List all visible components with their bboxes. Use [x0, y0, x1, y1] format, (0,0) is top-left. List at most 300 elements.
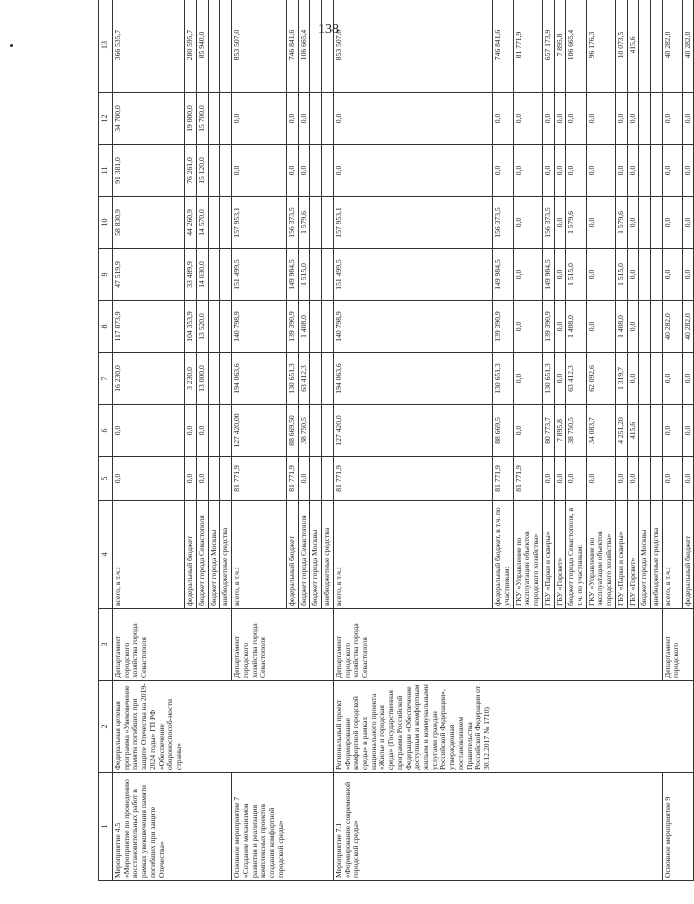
amount-cell: 0,0	[682, 353, 694, 405]
funding-source-cell: всего, в т.ч.:	[113, 501, 185, 609]
amount-cell: 853 507,0	[333, 0, 492, 93]
amount-cell	[310, 197, 322, 249]
executor-cell	[220, 609, 232, 681]
program-cell	[682, 681, 694, 773]
table-row	[322, 0, 334, 881]
amount-cell: 40 282,0	[682, 0, 694, 93]
amount-cell: 0,0	[513, 145, 542, 197]
amount-cell: 151 499,5	[333, 249, 492, 301]
column-number-header: 6	[99, 405, 113, 457]
activity-cell: Основное мероприятие 9	[662, 773, 682, 881]
amount-cell: 81 771,9	[333, 457, 492, 501]
program-cell	[286, 681, 298, 773]
executor-cell	[298, 609, 310, 681]
activity-cell: Основное мероприятие 7 «Создание механизмов развития и реализация комплексных проектов создания комфортной городской среды»	[232, 773, 287, 881]
amount-cell: 13 520,0	[196, 301, 208, 353]
amount-cell: 0,0	[542, 457, 554, 501]
amount-cell	[322, 93, 334, 145]
table-row	[196, 0, 208, 881]
amount-cell: 38 750,5	[298, 405, 310, 457]
executor-cell	[542, 609, 554, 681]
amount-cell: 130 651,3	[493, 353, 513, 405]
amount-cell	[322, 145, 334, 197]
amount-cell: 0,0	[554, 93, 566, 145]
amount-cell: 0,0	[682, 405, 694, 457]
amount-cell: 14 030,0	[196, 249, 208, 301]
amount-cell: 1 408,0	[566, 301, 586, 353]
amount-cell	[322, 457, 334, 501]
amount-cell	[220, 353, 232, 405]
amount-cell: 96 176,3	[586, 0, 615, 93]
amount-cell: 81 771,9	[286, 457, 298, 501]
amount-cell: 104 353,9	[185, 301, 197, 353]
amount-cell	[220, 197, 232, 249]
amount-cell	[651, 0, 663, 93]
amount-cell	[639, 145, 651, 197]
amount-cell: 0,0	[662, 197, 682, 249]
amount-cell: 0,0	[196, 405, 208, 457]
amount-cell: 1 408,0	[615, 301, 627, 353]
amount-cell: 0,0	[298, 145, 310, 197]
activity-cell	[554, 773, 566, 881]
amount-cell: 117 873,9	[113, 301, 185, 353]
amount-cell: 1 579,6	[566, 197, 586, 249]
amount-cell	[310, 249, 322, 301]
column-number-header: 2	[99, 681, 113, 773]
amount-cell: 58 830,9	[113, 197, 185, 249]
amount-cell	[651, 249, 663, 301]
amount-cell: 47 519,9	[113, 249, 185, 301]
amount-cell	[220, 93, 232, 145]
amount-cell: 0,0	[554, 145, 566, 197]
funding-source-cell: внебюджетные средства	[651, 501, 663, 609]
amount-cell: 3 230,0	[185, 353, 197, 405]
funding-source-cell: всего, в т.ч.:	[232, 501, 287, 609]
amount-cell: 0,0	[662, 249, 682, 301]
activity-cell	[542, 773, 554, 881]
table-row	[639, 0, 651, 881]
amount-cell: 127 420,0	[333, 405, 492, 457]
activity-cell	[493, 773, 513, 881]
funding-source-cell: ГБУ «Парки и скверы»	[615, 501, 627, 609]
amount-cell: 40 282,0	[682, 301, 694, 353]
activity-cell	[185, 773, 197, 881]
amount-cell: 0,0	[627, 457, 639, 501]
amount-cell	[651, 93, 663, 145]
column-number-header: 10	[99, 197, 113, 249]
amount-cell: 0,0	[513, 249, 542, 301]
activity-cell: Мероприятие 4.5 «Мероприятие по проведению восстановительных работ в рамках увековечения памяти погибших при защите Отечества»	[113, 773, 185, 881]
amount-cell: 657 173,9	[542, 0, 554, 93]
executor-cell: Департамент городского хозяйства города Севастополя	[113, 609, 185, 681]
column-number-header: 12	[99, 93, 113, 145]
program-cell	[298, 681, 310, 773]
amount-cell: 0,0	[566, 93, 586, 145]
activity-cell	[639, 773, 651, 881]
amount-cell: 0,0	[513, 197, 542, 249]
amount-cell	[639, 0, 651, 93]
amount-cell: 0,0	[586, 457, 615, 501]
amount-cell	[310, 0, 322, 93]
program-cell	[566, 681, 586, 773]
activity-cell	[627, 773, 639, 881]
activity-cell	[220, 773, 232, 881]
amount-cell: 106 665,4	[298, 0, 310, 93]
column-number-header: 4	[99, 501, 113, 609]
amount-cell: 0,0	[662, 405, 682, 457]
executor-cell: Департамент городского хозяйства города Севастополя	[232, 609, 287, 681]
amount-cell: 0,0	[627, 301, 639, 353]
funding-source-cell: ГБУ «Парки и скверы»	[542, 501, 554, 609]
amount-cell: 0,0	[554, 301, 566, 353]
column-number-header: 11	[99, 145, 113, 197]
funding-source-cell: бюджет города Севастополя	[196, 501, 208, 609]
program-cell	[651, 681, 663, 773]
amount-cell: 106 665,4	[566, 0, 586, 93]
program-cell	[310, 681, 322, 773]
amount-cell	[310, 301, 322, 353]
amount-cell: 280 595,7	[185, 0, 197, 93]
amount-cell: 1 579,6	[298, 197, 310, 249]
amount-cell	[639, 301, 651, 353]
amount-cell: 0,0	[513, 405, 542, 457]
amount-cell	[208, 405, 220, 457]
amount-cell: 139 390,9	[286, 301, 298, 353]
amount-cell	[639, 93, 651, 145]
executor-cell	[627, 609, 639, 681]
table-row	[615, 0, 627, 881]
table-row	[333, 0, 492, 881]
executor-cell	[682, 609, 694, 681]
amount-cell: 80 773,7	[542, 405, 554, 457]
column-number-header: 5	[99, 457, 113, 501]
executor-cell	[208, 609, 220, 681]
amount-cell: 0,0	[554, 353, 566, 405]
activity-cell: Мероприятие 7.1 «Формирование современной городской среды»	[333, 773, 492, 881]
amount-cell: 0,0	[542, 145, 554, 197]
program-cell	[542, 681, 554, 773]
amount-cell: 0,0	[615, 457, 627, 501]
table-row	[493, 0, 513, 881]
funding-source-cell: всего, в т.ч.:	[662, 501, 682, 609]
amount-cell: 85 940,0	[196, 0, 208, 93]
amount-cell: 0,0	[586, 145, 615, 197]
amount-cell	[208, 145, 220, 197]
program-cell	[220, 681, 232, 773]
amount-cell: 0,0	[615, 93, 627, 145]
column-number-header: 3	[99, 609, 113, 681]
amount-cell: 0,0	[554, 197, 566, 249]
activity-cell	[322, 773, 334, 881]
amount-cell	[322, 301, 334, 353]
activity-cell	[208, 773, 220, 881]
table-row	[554, 0, 566, 881]
amount-cell: 156 373,5	[493, 197, 513, 249]
amount-cell: 140 798,9	[232, 301, 287, 353]
funding-source-cell: бюджет города Севастополя, в т.ч. по участникам:	[566, 501, 586, 609]
amount-cell: 0,0	[662, 457, 682, 501]
amount-cell: 0,0	[286, 145, 298, 197]
amount-cell: 44 260,9	[185, 197, 197, 249]
amount-cell: 194 063,6	[333, 353, 492, 405]
table-row	[310, 0, 322, 881]
program-cell	[639, 681, 651, 773]
amount-cell: 0,0	[185, 405, 197, 457]
activity-cell	[196, 773, 208, 881]
amount-cell: 33 489,9	[185, 249, 197, 301]
amount-cell	[651, 197, 663, 249]
amount-cell: 0,0	[542, 93, 554, 145]
scan-speck	[10, 44, 13, 47]
amount-cell: 0,0	[513, 301, 542, 353]
funding-source-cell: федеральный бюджет	[185, 501, 197, 609]
rotated-table-frame	[98, 29, 692, 881]
amount-cell	[208, 197, 220, 249]
program-cell	[513, 681, 542, 773]
amount-cell: 0,0	[493, 145, 513, 197]
funding-source-cell: бюджет города Москвы	[639, 501, 651, 609]
executor-cell: Департамент городского хозяйства города Севастополя	[333, 609, 492, 681]
program-cell	[322, 681, 334, 773]
executor-cell	[615, 609, 627, 681]
activity-cell	[298, 773, 310, 881]
program-cell: Региональный проект «Формирование комфортной городской среды» в рамках национального проекта «Жилье и городская среда» (Государственная программа Российской Федерации «Обеспечение доступным и комфортным жильем и коммунальными услугами граждан Российской Федерации», утвержденная постановлением Правительства Российской Федерации от 30.12.2017 № 1710)	[333, 681, 492, 773]
program-cell	[627, 681, 639, 773]
amount-cell: 415,6	[627, 405, 639, 457]
amount-cell	[310, 145, 322, 197]
table-row	[566, 0, 586, 881]
program-cell	[662, 681, 682, 773]
activity-cell	[586, 773, 615, 881]
amount-cell	[651, 301, 663, 353]
table-row	[232, 0, 287, 881]
funding-source-cell: федеральный бюджет	[286, 501, 298, 609]
amount-cell	[651, 353, 663, 405]
amount-cell: 19 000,0	[185, 93, 197, 145]
column-number-header: 13	[99, 0, 113, 93]
amount-cell: 0,0	[586, 301, 615, 353]
amount-cell: 1 408,0	[298, 301, 310, 353]
program-cell	[232, 681, 287, 773]
amount-cell: 0,0	[113, 405, 185, 457]
amount-cell: 149 984,5	[493, 249, 513, 301]
activity-cell	[651, 773, 663, 881]
table-row	[113, 0, 185, 881]
program-cell	[196, 681, 208, 773]
amount-cell: 746 841,6	[493, 0, 513, 93]
rotated-table-container	[98, 29, 692, 881]
program-cell	[615, 681, 627, 773]
amount-cell: 0,0	[615, 145, 627, 197]
table-row	[208, 0, 220, 881]
amount-cell: 40 282,0	[662, 301, 682, 353]
executor-cell	[651, 609, 663, 681]
amount-cell: 63 412,3	[566, 353, 586, 405]
table-row	[542, 0, 554, 881]
activity-cell	[513, 773, 542, 881]
amount-cell: 88 669,50	[286, 405, 298, 457]
table-row	[651, 0, 663, 881]
table-row	[298, 0, 310, 881]
amount-cell: 1 515,0	[298, 249, 310, 301]
amount-cell: 0,0	[662, 353, 682, 405]
executor-cell	[554, 609, 566, 681]
table-row	[513, 0, 542, 881]
amount-cell: 0,0	[298, 457, 310, 501]
activity-cell	[615, 773, 627, 881]
amount-cell: 7 895,8	[554, 405, 566, 457]
amount-cell	[322, 197, 334, 249]
executor-cell	[196, 609, 208, 681]
amount-cell	[651, 405, 663, 457]
amount-cell: 0,0	[232, 145, 287, 197]
amount-cell	[639, 249, 651, 301]
funding-source-cell: всего, в т.ч.:	[333, 501, 492, 609]
program-cell	[208, 681, 220, 773]
funding-source-cell: внебюджетные средства	[220, 501, 232, 609]
amount-cell: 15 120,0	[196, 145, 208, 197]
amount-cell: 0,0	[298, 93, 310, 145]
amount-cell: 139 390,9	[542, 301, 554, 353]
amount-cell: 0,0	[682, 249, 694, 301]
amount-cell: 130 651,3	[286, 353, 298, 405]
table-row	[682, 0, 694, 881]
amount-cell	[651, 145, 663, 197]
activity-cell	[310, 773, 322, 881]
amount-cell	[310, 353, 322, 405]
amount-cell: 156 373,5	[286, 197, 298, 249]
budget-table	[98, 0, 694, 881]
amount-cell: 0,0	[627, 353, 639, 405]
amount-cell	[220, 405, 232, 457]
page-number: 138	[318, 22, 339, 37]
table-row	[220, 0, 232, 881]
amount-cell: 63 412,3	[298, 353, 310, 405]
amount-cell: 0,0	[662, 93, 682, 145]
amount-cell: 1 515,0	[615, 249, 627, 301]
funding-source-cell: бюджет города Севастополя	[298, 501, 310, 609]
header-row	[99, 0, 113, 881]
funding-source-cell: федеральный бюджет, в т.ч. по участникам:	[493, 501, 513, 609]
amount-cell: 156 373,5	[542, 197, 554, 249]
amount-cell	[208, 249, 220, 301]
amount-cell	[208, 457, 220, 501]
executor-cell	[185, 609, 197, 681]
amount-cell	[208, 93, 220, 145]
amount-cell: 1 319,7	[615, 353, 627, 405]
amount-cell: 0,0	[586, 93, 615, 145]
amount-cell: 81 771,9	[232, 457, 287, 501]
amount-cell: 91 381,0	[113, 145, 185, 197]
amount-cell: 38 750,5	[566, 405, 586, 457]
amount-cell	[208, 353, 220, 405]
amount-cell: 0,0	[682, 197, 694, 249]
amount-cell: 0,0	[682, 93, 694, 145]
amount-cell: 4 251,20	[615, 405, 627, 457]
program-cell	[554, 681, 566, 773]
funding-source-cell: ГБУ «Горсвет»	[554, 501, 566, 609]
amount-cell: 0,0	[493, 93, 513, 145]
amount-cell: 0,0	[513, 93, 542, 145]
amount-cell	[220, 249, 232, 301]
table-row	[286, 0, 298, 881]
table-row	[586, 0, 615, 881]
amount-cell: 0,0	[286, 93, 298, 145]
amount-cell: 0,0	[682, 457, 694, 501]
program-cell	[586, 681, 615, 773]
program-cell	[493, 681, 513, 773]
funding-source-cell: ГБУ «Горсвет»	[627, 501, 639, 609]
amount-cell: 0,0	[627, 145, 639, 197]
amount-cell: 0,0	[682, 145, 694, 197]
amount-cell: 1 515,0	[566, 249, 586, 301]
funding-source-cell: ГКУ «Управление по эксплуатации объектов городского хозяйства»	[586, 501, 615, 609]
column-number-header: 7	[99, 353, 113, 405]
amount-cell	[322, 405, 334, 457]
amount-cell: 0,0	[333, 145, 492, 197]
amount-cell: 88 669,5	[493, 405, 513, 457]
amount-cell: 0,0	[662, 145, 682, 197]
amount-cell: 0,0	[627, 249, 639, 301]
executor-cell	[586, 609, 615, 681]
amount-cell: 127 420,00	[232, 405, 287, 457]
amount-cell: 0,0	[333, 93, 492, 145]
amount-cell: 157 953,1	[333, 197, 492, 249]
amount-cell: 34 700,0	[113, 93, 185, 145]
amount-cell: 0,0	[566, 457, 586, 501]
column-number-header: 9	[99, 249, 113, 301]
amount-cell: 34 083,7	[586, 405, 615, 457]
amount-cell: 139 390,9	[493, 301, 513, 353]
amount-cell: 0,0	[232, 93, 287, 145]
amount-cell	[220, 145, 232, 197]
executor-cell	[513, 609, 542, 681]
amount-cell: 149 984,5	[286, 249, 298, 301]
amount-cell	[310, 405, 322, 457]
activity-cell	[682, 773, 694, 881]
amount-cell: 149 984,5	[542, 249, 554, 301]
amount-cell: 7 895,8	[554, 0, 566, 93]
amount-cell: 0,0	[627, 197, 639, 249]
amount-cell: 0,0	[554, 249, 566, 301]
amount-cell: 194 063,6	[232, 353, 287, 405]
amount-cell: 0,0	[113, 457, 185, 501]
amount-cell: 366 535,7	[113, 0, 185, 93]
program-cell	[185, 681, 197, 773]
executor-cell: Департамент городского	[662, 609, 682, 681]
funding-source-cell: ГКУ «Управление по эксплуатации объектов городского хозяйства»	[513, 501, 542, 609]
amount-cell: 62 092,6	[586, 353, 615, 405]
amount-cell	[639, 405, 651, 457]
activity-cell	[286, 773, 298, 881]
amount-cell: 81 771,9	[513, 457, 542, 501]
amount-cell: 40 282,0	[662, 0, 682, 93]
amount-cell: 14 570,0	[196, 197, 208, 249]
table-row	[185, 0, 197, 881]
amount-cell	[220, 301, 232, 353]
amount-cell: 0,0	[554, 457, 566, 501]
amount-cell: 15 700,0	[196, 93, 208, 145]
amount-cell: 0,0	[627, 93, 639, 145]
amount-cell: 415,6	[627, 0, 639, 93]
amount-cell: 16 230,0	[113, 353, 185, 405]
amount-cell: 0,0	[586, 197, 615, 249]
amount-cell: 140 798,9	[333, 301, 492, 353]
amount-cell: 1 579,6	[615, 197, 627, 249]
executor-cell	[493, 609, 513, 681]
amount-cell	[322, 0, 334, 93]
funding-source-cell: бюджет города Москвы	[310, 501, 322, 609]
